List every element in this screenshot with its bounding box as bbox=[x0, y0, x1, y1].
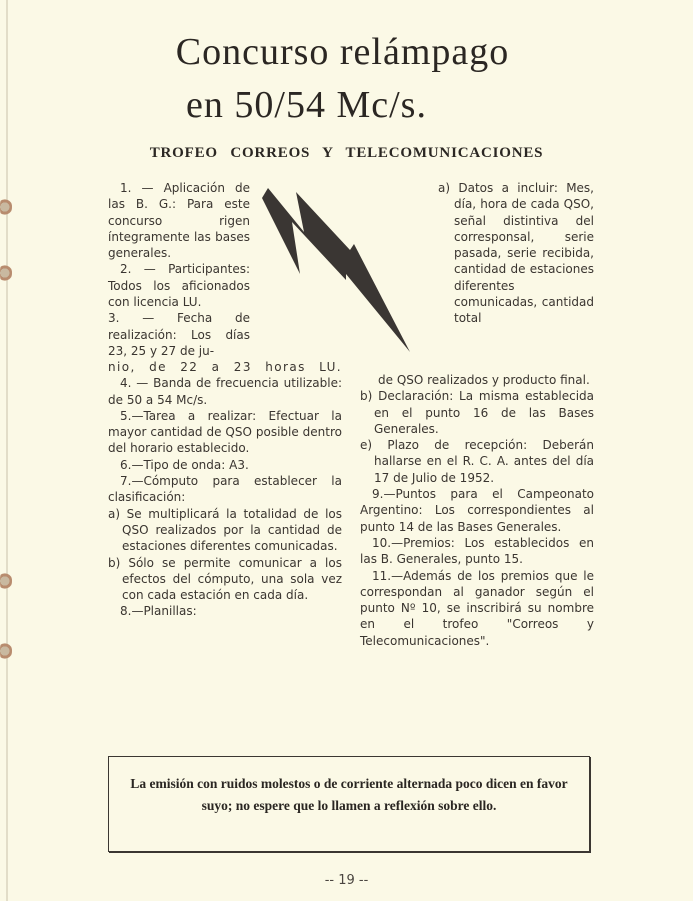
notice-text: La emisión con ruidos molestos o de corriente alternada poco dicen en favor suyo; no espere que lo llamen a reflexión sobre ello. bbox=[130, 776, 568, 813]
page-title-line-1: Concurso relámpago bbox=[175, 31, 510, 73]
binding-hole bbox=[0, 640, 12, 662]
lightning-bolt-icon bbox=[262, 188, 422, 353]
rule-3: 3. — Fecha de realización: Los días 23, 25 y 27 de ju- bbox=[108, 311, 250, 358]
binding-hole bbox=[0, 262, 12, 284]
binding-hole bbox=[0, 196, 12, 218]
page-number: -- 19 -- bbox=[324, 873, 369, 888]
rule-10: 10.—Premios: Los establecidos en las B. Generales, punto 15. bbox=[360, 535, 594, 567]
notice-box bbox=[108, 756, 590, 852]
right-column-narrow bbox=[438, 180, 594, 327]
rule-8b: b) Declaración: La misma establecida en el punto 16 de las Bases Generales. bbox=[360, 389, 594, 436]
rule-2: 2. — Participantes: Todos los aficionados con licencia LU. bbox=[108, 262, 250, 310]
rule-11: 11.—Además de los premios que le correspondan al ganador según el punto Nº 10, se inscribirá su nombre en el trofeo "Correos y Telecomunicaciones". bbox=[360, 568, 594, 648]
rule-8a-cont: de QSO realizados y producto final. bbox=[378, 373, 590, 387]
binding-hole bbox=[0, 570, 12, 592]
right-column-wide bbox=[360, 372, 594, 649]
rule-6: 6.—Tipo de onda: A3. bbox=[120, 457, 249, 472]
rule-7: 7.—Cómputo para establecer la clasificación: bbox=[108, 474, 342, 505]
rule-8: 8.—Planillas: bbox=[120, 604, 197, 619]
rule-1: 1. — Aplicación de las B. G.: Para este concurso rigen íntegramente las bases generales. bbox=[108, 181, 250, 261]
rule-8c: e) Plazo de recepción: Deberán hallarse en el R. C. A. antes del día 17 de Julio de 1952. bbox=[360, 438, 594, 485]
binding-edge bbox=[6, 0, 8, 901]
rule-8a: a) Datos a incluir: Mes, día, hora de cada QSO, señal distintiva del corresponsal, serie pasada, serie recibida, cantidad de estaciones diferentes comunicadas, cantidad total bbox=[438, 181, 594, 326]
rule-7b: b) Sólo se permite comunicar a los efectos del cómputo, una sola vez con cada estación en cada día. bbox=[108, 555, 342, 603]
rule-5: 5.—Tarea a realizar: Efectuar la mayor cantidad de QSO posible dentro del horario establecido. bbox=[108, 408, 342, 456]
page-title-line-2: en 50/54 Mc/s. bbox=[186, 84, 427, 126]
rule-4: 4. — Banda de frecuencia utilizable: de 50 a 54 Mc/s. bbox=[108, 376, 342, 407]
left-column-narrow bbox=[108, 180, 250, 359]
left-column-wide bbox=[108, 359, 342, 620]
rule-9: 9.—Puntos para el Campeonato Argentino: Los correspondientes al punto 14 de las Bases Generales. bbox=[360, 487, 594, 534]
subtitle: TROFEO CORREOS Y TELECOMUNICACIONES bbox=[149, 145, 544, 161]
rule-3-cont: nio, de 22 a 23 horas LU. bbox=[108, 360, 342, 374]
rule-7a: a) Se multiplicará la totalidad de los QSO realizados por la cantidad de estaciones diferentes comunicadas. bbox=[108, 506, 342, 554]
